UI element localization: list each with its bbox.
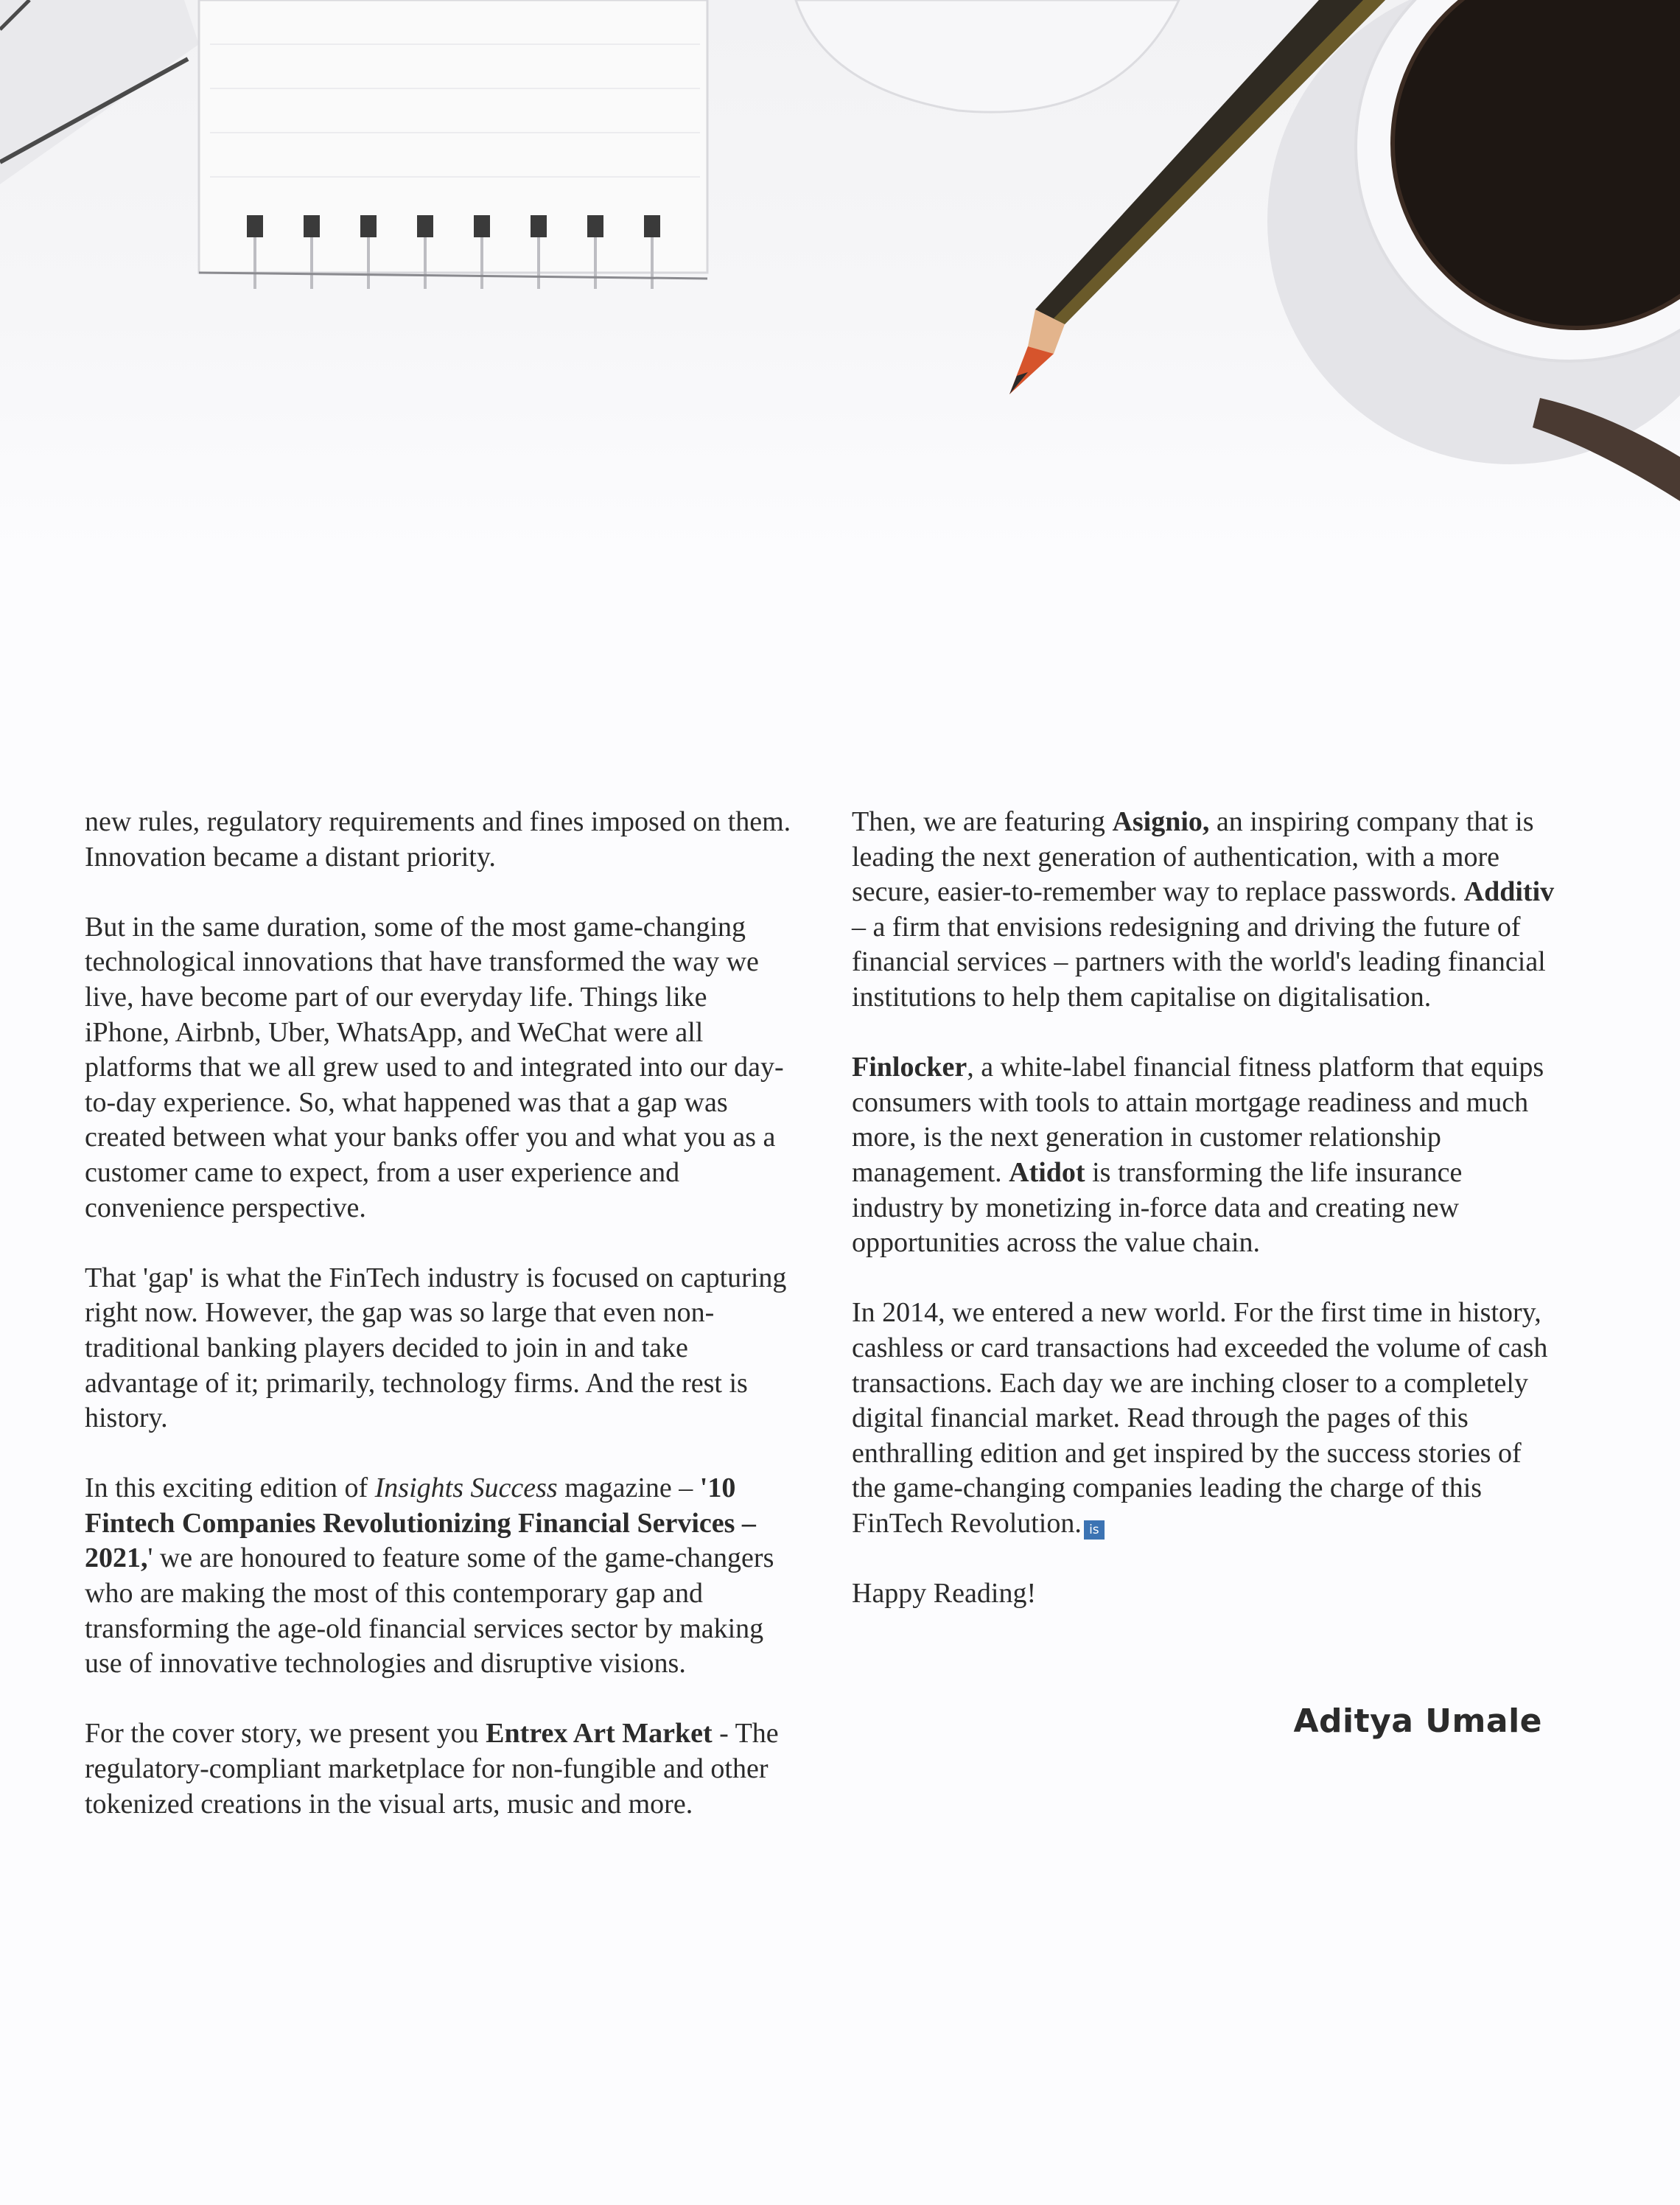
company-name: Atidot [1009, 1156, 1085, 1188]
text-run: In this exciting edition of [85, 1472, 375, 1504]
left-paragraph-2: But in the same duration, some of the most game-changing technological innovations that have transformed the way we live, have become part of our everyday life. Things like iPhone, Airbnb, Uber, WhatsApp, and WeChat were all platforms that we all grew used to and integrated into our day-to-day experience. So, what happened was that a gap was created between what your banks offer you and what you as a customer came to expect, from a user experience and convenience perspective. [85, 911, 784, 1223]
text-run: ' we are honoured to feature some of the game-changers who are making the most of this contemporary gap and transforming the age-old financial services sector by making use of innovative technologies and disruptive visions. [85, 1542, 774, 1680]
text-run: – a firm that envisions redesigning and driving the future of financial services – partners with the world's leading financial institutions to help them capitalise on digitalisation. [852, 911, 1546, 1013]
text-run: - The regulatory-compliant marketplace for non-fungible and other tokenized creations in the visual arts, music and more. [85, 1718, 779, 1820]
company-name: Asignio, [1112, 806, 1210, 837]
spiral-notepad [199, 0, 707, 289]
left-paragraph-1: new rules, regulatory requirements and fines imposed on them. Innovation became a distant priority. [85, 806, 791, 873]
left-column [85, 805, 792, 1857]
text-run: magazine – [557, 1472, 700, 1504]
text-run: an inspiring company that is leading the next generation of authentication, with a more secure, easier-to-remember way to replace passwords. [852, 806, 1534, 908]
right-paragraph-1 [852, 805, 1559, 1016]
left-paragraph-5 [85, 1716, 792, 1822]
laptop-corner [0, 0, 199, 184]
left-paragraph-4 [85, 1471, 792, 1682]
right-paragraph-3 [852, 1296, 1559, 1541]
end-mark-icon: is [1084, 1520, 1105, 1540]
left-paragraph-3: That 'gap' is what the FinTech industry is focused on capturing right now. However, the gap was so large that even non-traditional banking players decided to join in and take advantage of it; primarily, technology firms. And the rest is history. [85, 1262, 787, 1434]
desk-illustration [0, 0, 1680, 560]
right-column [852, 805, 1559, 1646]
header-photo [0, 0, 1680, 560]
mouse [796, 0, 1179, 112]
right-paragraph-2 [852, 1050, 1559, 1261]
author-signature: Aditya Umale [1293, 1702, 1542, 1740]
magazine-name: Insights Success [374, 1472, 558, 1504]
text-run: Then, we are featuring [852, 806, 1113, 837]
company-name: Finlocker [852, 1052, 967, 1083]
company-name: Additiv [1463, 876, 1555, 908]
text-run: , a white-label financial fitness platform that equips consumers with tools to attain mortgage readiness and much more, is the next generation in customer relationship management. [852, 1052, 1544, 1188]
text-run: For the cover story, we present you [85, 1718, 486, 1750]
edition-title: '10 Fintech Companies Revolutionizing Financial Services – 2021, [85, 1472, 756, 1574]
coffee-cup [1267, 0, 1680, 501]
closing-line: Happy Reading! [852, 1578, 1037, 1610]
text-run: In 2014, we entered a new world. For the first time in history, cashless or card transactions had exceeded the volume of cash transactions. Each day we are inching closer to a completely digital financial market. Read through the pages of this enthralling edition and get inspired by the success stories of the game-changing companies leading the charge of this FinTech Revolution. [852, 1297, 1548, 1539]
company-name: Entrex Art Market [486, 1718, 713, 1750]
text-run: is transforming the life insurance industry by monetizing in-force data and creating new opportunities across the value chain. [852, 1156, 1463, 1259]
